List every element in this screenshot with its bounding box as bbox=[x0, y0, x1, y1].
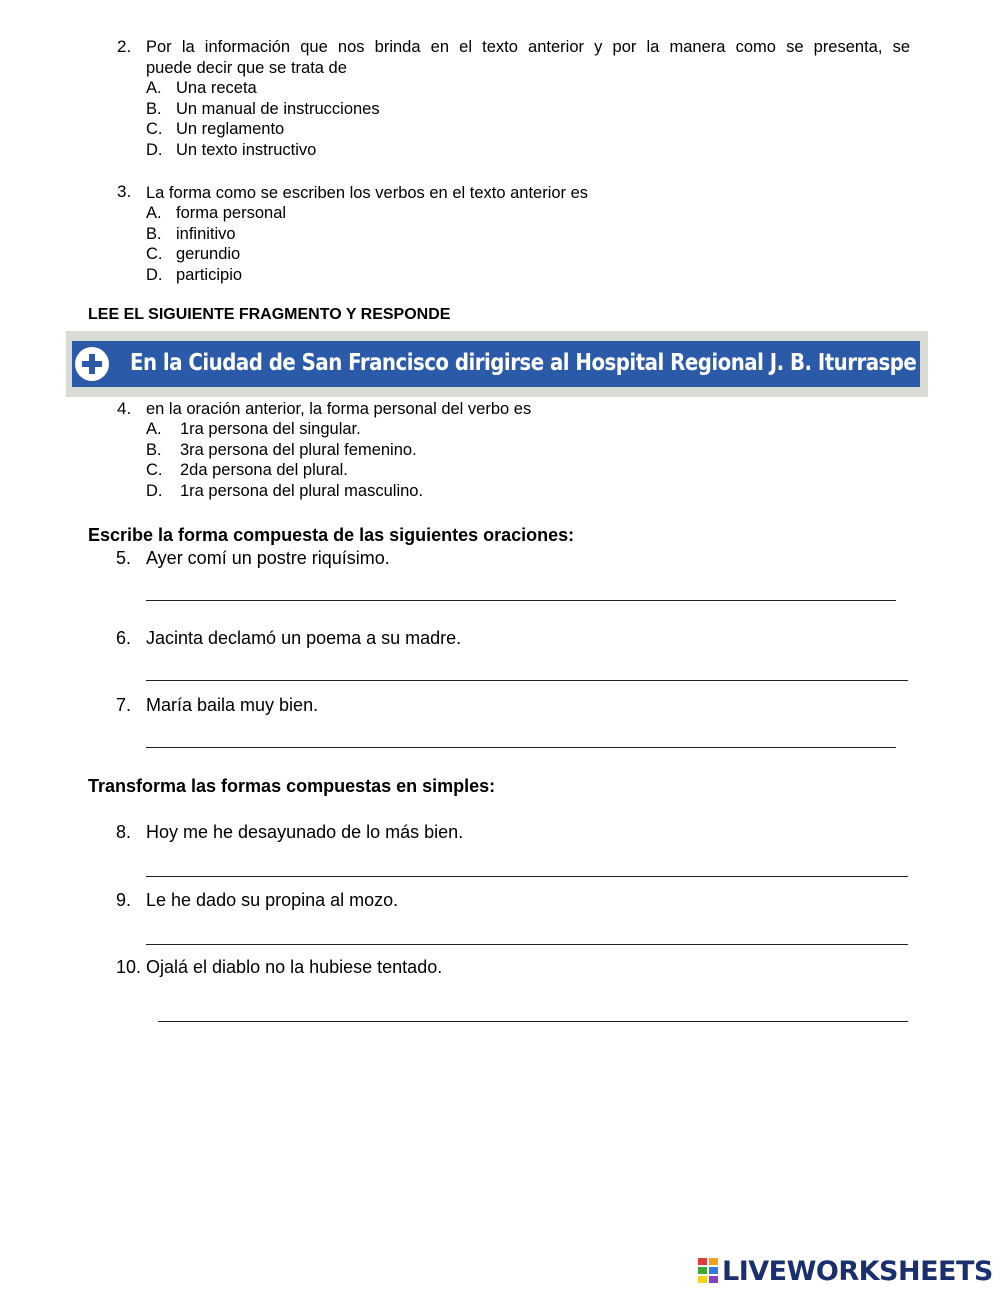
section-heading-compound: Escribe la forma compuesta de las siguientes oraciones: bbox=[88, 525, 575, 545]
answer-line-9[interactable] bbox=[146, 944, 908, 945]
open-question-9: 9. Le he dado su propina al mozo. bbox=[116, 890, 399, 910]
open-question-5: 5. Ayer comí un postre riquísimo. bbox=[116, 548, 390, 568]
hospital-banner bbox=[66, 331, 928, 397]
answer-line-10[interactable] bbox=[158, 1021, 908, 1022]
answer-line-7[interactable] bbox=[146, 747, 896, 748]
banner-bar bbox=[72, 341, 920, 387]
medical-cross-icon bbox=[75, 347, 109, 381]
option-4d: D. 1ra persona del plural masculino. bbox=[146, 482, 424, 500]
answer-line-6[interactable] bbox=[146, 680, 908, 681]
option-2b: B. Un manual de instrucciones bbox=[146, 100, 380, 118]
question-number: 3. bbox=[117, 182, 132, 201]
question-text-line: puede decir que se trata de bbox=[146, 59, 347, 77]
question-number: 2. bbox=[117, 37, 132, 56]
answer-line-5[interactable] bbox=[146, 600, 896, 601]
question-text: La forma como se escriben los verbos en el texto anterior es bbox=[146, 184, 589, 202]
logo-text: LIVEWORKSHEETS bbox=[722, 1255, 993, 1287]
open-question-7: 7. María baila muy bien. bbox=[116, 695, 319, 715]
logo-block bbox=[709, 1267, 718, 1274]
open-question-8: 8. Hoy me he desayunado de lo más bien. bbox=[116, 822, 464, 842]
logo-blocks-icon bbox=[698, 1258, 720, 1284]
option-3a: A. forma personal bbox=[146, 204, 287, 222]
logo-block bbox=[709, 1276, 718, 1283]
question-number: 4. bbox=[117, 399, 132, 418]
section-heading-simple: Transforma las formas compuestas en simples: bbox=[88, 776, 496, 796]
option-2d: D. Un texto instructivo bbox=[146, 141, 317, 159]
liveworksheets-logo bbox=[698, 1257, 993, 1285]
option-3d: D. participio bbox=[146, 266, 243, 284]
option-3b: B. infinitivo bbox=[146, 225, 236, 243]
logo-block bbox=[698, 1258, 707, 1265]
answer-line-8[interactable] bbox=[146, 876, 908, 877]
banner-text: En la Ciudad de San Francisco dirigirse al Hospital Regional J. B. Iturraspe bbox=[130, 350, 917, 376]
option-4a: A. 1ra persona del singular. bbox=[146, 420, 361, 438]
option-4c: C. 2da persona del plural. bbox=[146, 461, 348, 479]
logo-block bbox=[709, 1258, 718, 1265]
question-text-line: Por la información que nos brinda en el texto anterior y por la manera como se presenta, se bbox=[146, 38, 910, 56]
question-text: en la oración anterior, la forma personal del verbo es bbox=[146, 400, 532, 418]
open-question-10: 10. Ojalá el diablo no la hubiese tentado. bbox=[116, 957, 443, 977]
option-4b: B. 3ra persona del plural femenino. bbox=[146, 441, 417, 459]
open-question-6: 6. Jacinta declamó un poema a su madre. bbox=[116, 628, 462, 648]
option-2a: A. Una receta bbox=[146, 79, 257, 97]
option-3c: C. gerundio bbox=[146, 245, 241, 263]
section-heading-read: LEE EL SIGUIENTE FRAGMENTO Y RESPONDE bbox=[88, 306, 451, 323]
logo-block bbox=[698, 1267, 707, 1274]
logo-block bbox=[698, 1276, 707, 1283]
option-2c: C. Un reglamento bbox=[146, 120, 285, 138]
